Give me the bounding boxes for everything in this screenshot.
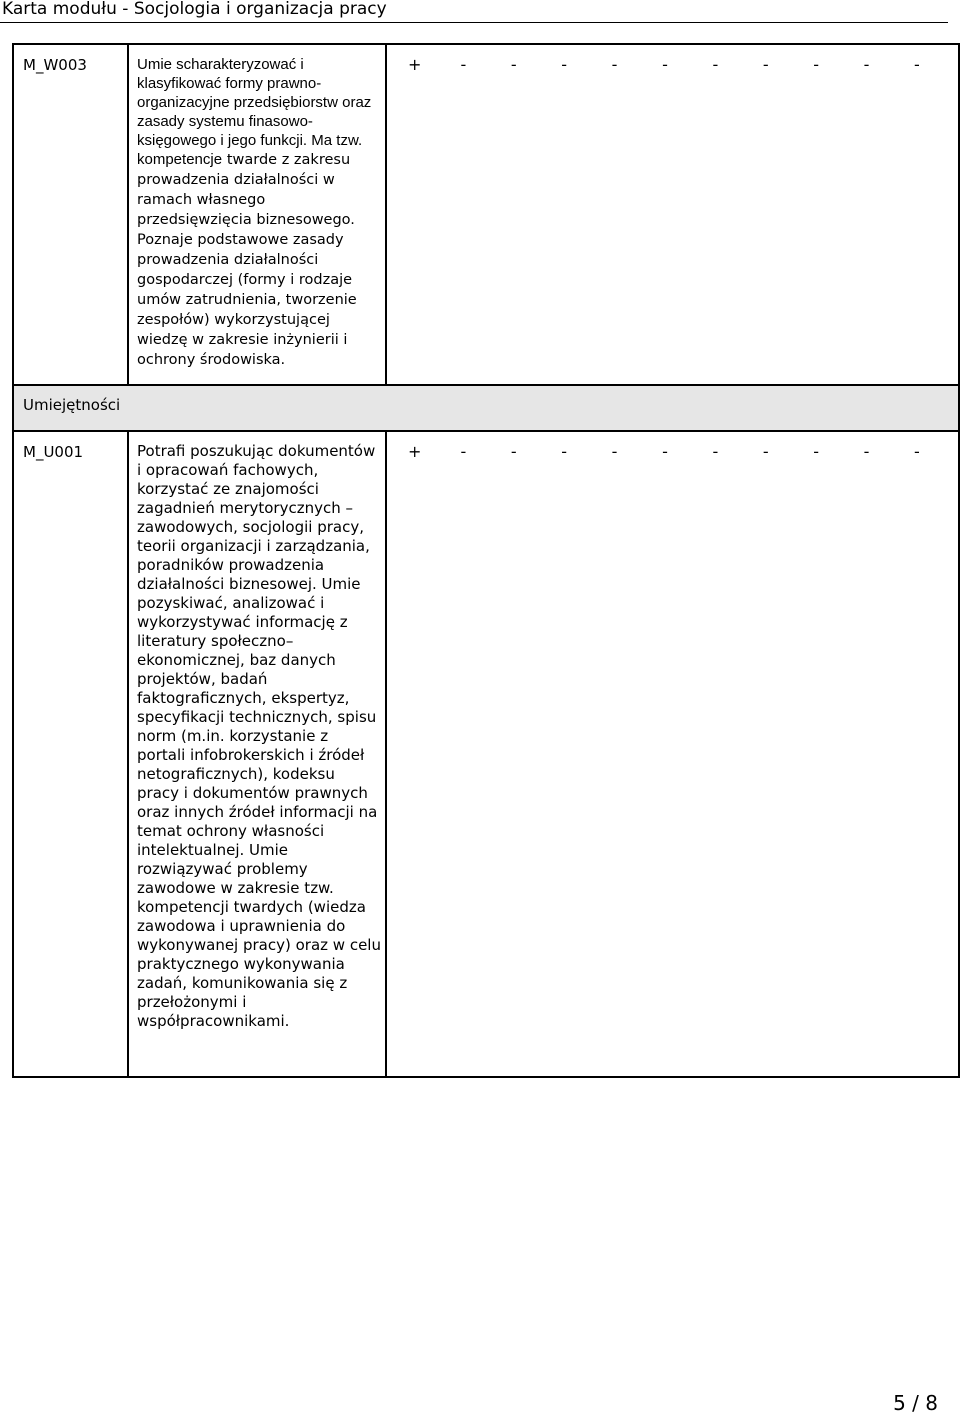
outcome-marks — [386, 431, 959, 1077]
mark: + — [408, 442, 422, 461]
mark: - — [510, 55, 517, 74]
outcome-description-part2: twarde z zakresu prowadzenia działalności w ramach własnego przedsięwzięcia biznesowego. Poznaje podstawowe zasady prowadzenia działalności gospodarczej (formy i rodzaje umów zatrudnienia, tworzenie zespołów) wykorzystującej wiedzę w zakresie inżynierii i ochrony środowiska. — [137, 152, 357, 368]
mark: - — [510, 442, 517, 461]
mark: - — [762, 55, 769, 74]
page-title: Karta modułu - Socjologia i organizacja pracy — [2, 0, 387, 19]
module-outcomes-table — [12, 43, 960, 1078]
mark: - — [762, 442, 769, 461]
mark: - — [460, 55, 467, 74]
outcome-description: Potrafi poszukując dokumentów i opracowań fachowych, korzystać ze znajomości zagadnień merytorycznych – zawodowych, socjologii pracy, teorii organizacji i zarządzania, poradników prowadzenia działalności biznesowej. Umie pozyskiwać, analizować i wykorzystywać informację z literatury społeczno–ekonomicznej, baz danych projektów, badań faktograficznych, ekspertyz, specyfikacji technicznych, spisu norm (m.in. korzystanie z portali infobrokerskich i źródeł netograficznych), kodeksu pracy i dokumentów prawnych oraz innych źródeł informacji na temat ochrony własności intelektualnej. Umie rozwiązywać problemy zawodowe w zakresie tzw. kompetencji twardych (wiedza zawodowa i uprawnienia do wykonywanej pracy) oraz w celu praktycznego wykonywania zadań, komunikowania się z przełożonymi i współpracownikami. — [128, 431, 386, 1077]
mark: - — [611, 55, 618, 74]
outcome-description — [128, 44, 386, 385]
outcome-marks — [386, 44, 959, 385]
mark: - — [561, 442, 568, 461]
page-number: 5 / 8 — [893, 1391, 938, 1415]
table-row — [13, 431, 959, 1077]
outcome-description-part1: Umie scharakteryzować i klasyfikować formy prawno-organizacyjne przedsiębiorstw oraz zasady systemu finasowo-księgowego i jego funkcji. Ma tzw. kompetencje — [137, 56, 372, 168]
outcome-code: M_W003 — [13, 44, 128, 385]
section-label: Umiejętności — [13, 385, 959, 431]
mark: + — [408, 55, 422, 74]
outcome-code: M_U001 — [13, 431, 128, 1077]
mark: - — [611, 442, 618, 461]
mark: - — [662, 442, 668, 461]
section-row — [13, 385, 959, 431]
mark: - — [863, 442, 870, 461]
mark: - — [561, 55, 568, 74]
mark: - — [863, 55, 870, 74]
mark: - — [914, 55, 920, 74]
table-row — [13, 44, 959, 385]
marks-row — [387, 442, 958, 461]
mark: - — [460, 442, 467, 461]
mark: - — [662, 55, 668, 74]
marks-row — [387, 55, 958, 74]
mark: - — [813, 442, 820, 461]
mark: - — [712, 55, 719, 74]
mark: - — [712, 442, 719, 461]
page-header — [0, 0, 948, 23]
mark: - — [914, 442, 920, 461]
mark: - — [813, 55, 820, 74]
